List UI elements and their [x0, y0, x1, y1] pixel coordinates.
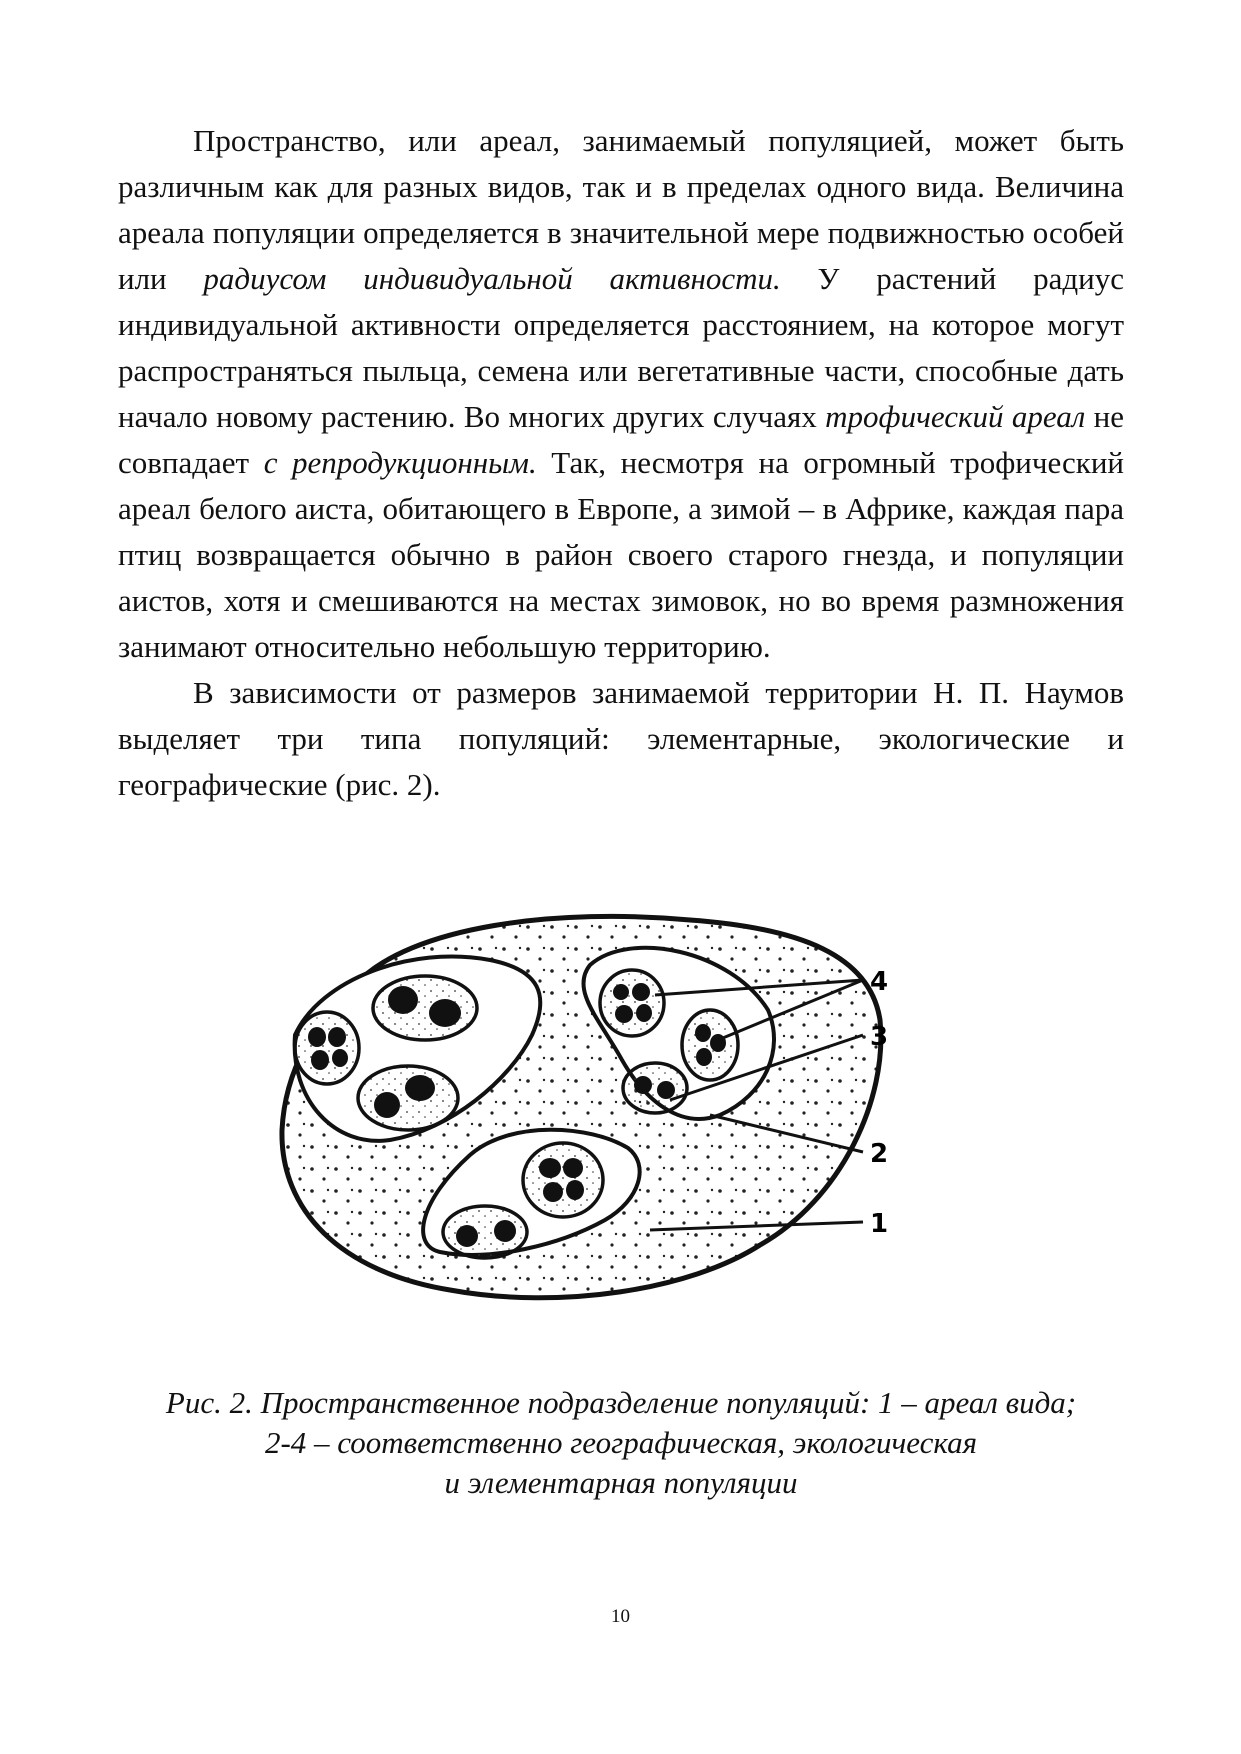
page-number: 10 — [611, 1606, 630, 1627]
ecological-population — [443, 1206, 527, 1258]
ecological-population — [623, 1063, 687, 1113]
ecological-population — [373, 976, 477, 1040]
label-2: 2 — [870, 1139, 889, 1169]
caption-line-2: 2-4 – соответственно географическая, экологическая — [264, 1425, 978, 1460]
paragraph-1-text-b: У растений радиус индивидуальной активности определяется расстоянием, на которое могут распространяться пыльца, семена или вегетативные части, способные дать начало новому растению. Во многих других случаях — [118, 261, 1124, 434]
paragraph-1-text-d: Так, несмотря на огромный трофический ареал белого аиста, обитающего в Европе, а зимой – в Африке, каждая пара птиц возвращается обычно в район своего старого гнезда, и популяции аистов, хотя и смешиваются на местах зимовок, но во время размножения занимают относительно небольшую территорию. — [118, 445, 1124, 664]
ecological-population — [523, 1143, 603, 1217]
caption-line-3: и элементарная популяции — [444, 1465, 798, 1500]
label-1: 1 — [870, 1209, 889, 1239]
term-trophic-area: трофический ареал — [825, 399, 1086, 434]
ecological-population — [682, 1010, 738, 1080]
population-diagram — [260, 900, 1020, 1350]
figure-caption — [118, 1383, 1124, 1503]
ecological-population — [600, 970, 664, 1036]
ecological-population — [295, 1012, 359, 1084]
population-diagram-svg — [260, 900, 1020, 1350]
paragraph-1-text-c: не совпадает — [118, 399, 1125, 480]
term-activity-radius: радиусом индивидуальной активности. — [203, 261, 781, 296]
term-reproductive-area: с репродукционным. — [263, 445, 537, 480]
body-text — [118, 118, 1124, 808]
paragraph-1-text-a: Пространство, или ареал, занимаемый популяцией, может быть различным как для разных видов, так и в пределах одного вида. Величина ареала популяции определяется в значительной мере подвижностью особей или — [118, 123, 1124, 296]
caption-line-1: Рис. 2. Пространственное подразделение популяций: 1 – ареал вида; — [165, 1385, 1077, 1420]
label-3: 3 — [870, 1022, 889, 1052]
paragraph-1 — [118, 118, 1124, 670]
ecological-population — [358, 1066, 458, 1130]
paragraph-2: В зависимости от размеров занимаемой территории Н. П. Наумов выделяет три типа популяций: элементарные, экологические и географические (рис. 2). — [118, 675, 1124, 802]
label-4: 4 — [870, 967, 889, 997]
